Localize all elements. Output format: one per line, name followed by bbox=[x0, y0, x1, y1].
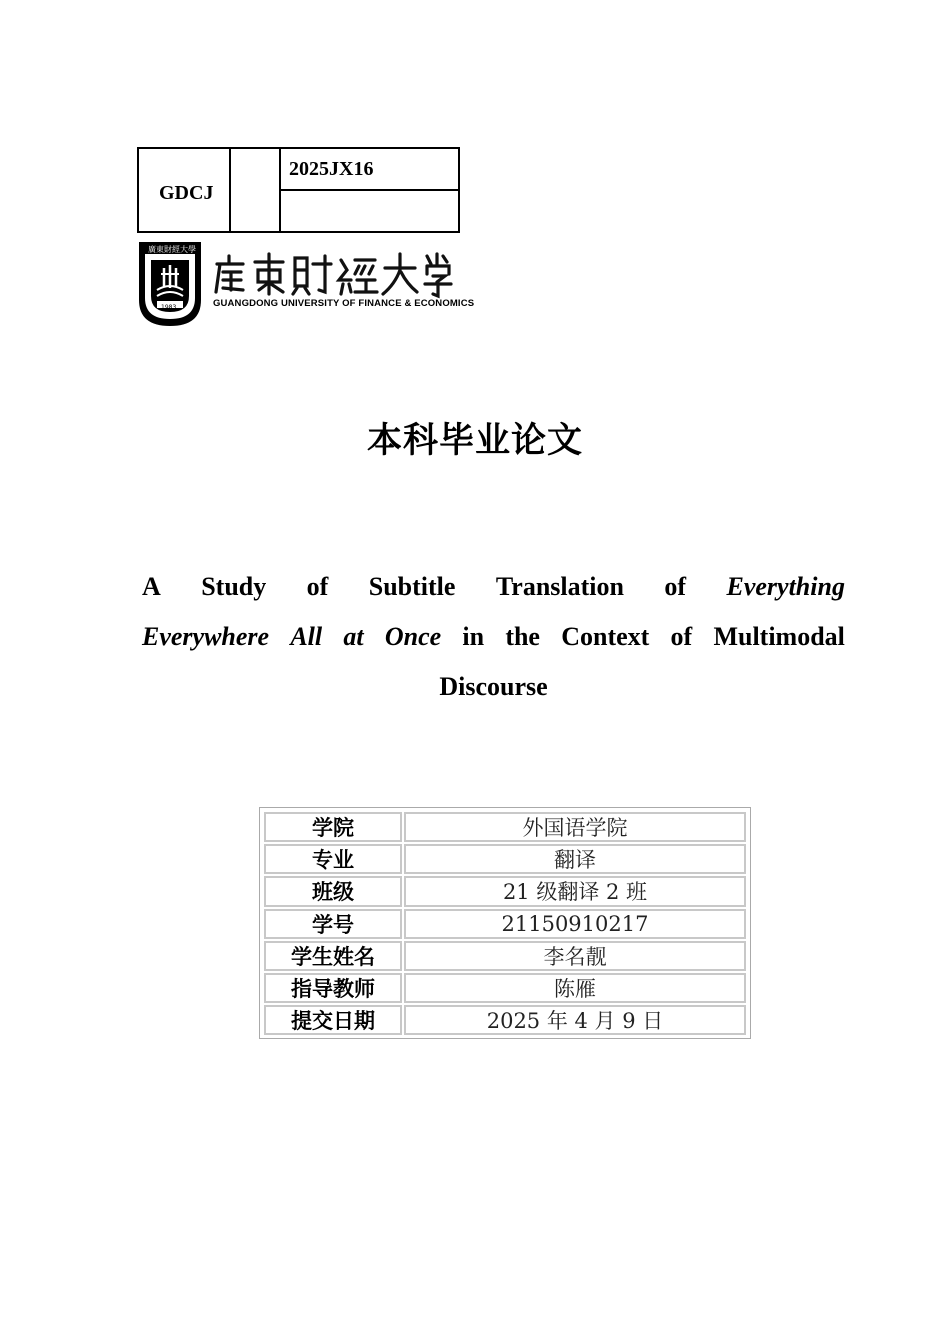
thesis-title-line-1 bbox=[142, 562, 845, 612]
university-english-name: GUANGDONG UNIVERSITY OF FINANCE & ECONOMICS bbox=[213, 298, 475, 309]
thesis-type-title: 本科毕业论文 bbox=[366, 421, 583, 461]
info-value: 21 级翻译 2 班 bbox=[404, 876, 746, 906]
document-code: 2025JX16 bbox=[289, 158, 374, 180]
code-box-label-cell bbox=[139, 149, 231, 233]
title-word: Study bbox=[201, 572, 267, 601]
info-row-major bbox=[263, 843, 747, 875]
document-code-box bbox=[137, 147, 460, 233]
info-value: 翻译 bbox=[404, 844, 746, 874]
info-key: 学号 bbox=[264, 909, 402, 939]
title-word-italic: Everywhere bbox=[142, 622, 270, 651]
title-word-italic: Once bbox=[384, 622, 442, 651]
info-row-advisor bbox=[263, 972, 747, 1004]
title-word: in bbox=[462, 622, 485, 651]
thesis-title bbox=[142, 562, 845, 712]
title-word: of bbox=[306, 572, 329, 601]
info-key: 专业 bbox=[264, 844, 402, 874]
title-word: Translation bbox=[495, 572, 624, 601]
info-value: 21150910217 bbox=[404, 909, 746, 939]
code-box-code-cell bbox=[281, 149, 458, 191]
code-box-empty-cell bbox=[281, 191, 458, 233]
title-word: Context bbox=[561, 622, 650, 651]
title-word: A bbox=[142, 572, 161, 601]
thesis-title-line-2 bbox=[142, 612, 845, 662]
title-word: the bbox=[505, 622, 540, 651]
info-row-student-name bbox=[263, 940, 747, 972]
title-word: Multimodal bbox=[713, 622, 845, 651]
title-word: of bbox=[670, 622, 693, 651]
seal-year: 1983 bbox=[161, 304, 177, 311]
info-key: 指导教师 bbox=[264, 973, 402, 1003]
code-box-label: GDCJ bbox=[159, 182, 214, 204]
title-word: Subtitle bbox=[368, 572, 456, 601]
info-row-submit-date bbox=[263, 1004, 747, 1036]
info-value: 陈雁 bbox=[404, 973, 746, 1003]
info-key: 学生姓名 bbox=[264, 941, 402, 971]
info-row-student-id bbox=[263, 908, 747, 940]
code-box-blank-cell bbox=[231, 149, 281, 233]
info-key: 提交日期 bbox=[264, 1005, 402, 1035]
info-key: 学院 bbox=[264, 812, 402, 842]
info-value: 2025 年 4 月 9 日 bbox=[404, 1005, 746, 1035]
title-word-italic: Everything bbox=[726, 572, 845, 601]
info-value: 外国语学院 bbox=[404, 812, 746, 842]
student-info-table bbox=[259, 807, 751, 1039]
seal-text: 廣東財經大學 bbox=[148, 245, 196, 254]
info-row-class bbox=[263, 875, 747, 907]
title-word-italic: All bbox=[290, 622, 323, 651]
info-row-college bbox=[263, 811, 747, 843]
title-word: of bbox=[664, 572, 687, 601]
title-word-italic: at bbox=[343, 622, 364, 651]
title-word: Discourse bbox=[439, 672, 548, 701]
info-key: 班级 bbox=[264, 876, 402, 906]
thesis-title-line-3 bbox=[142, 662, 845, 712]
info-value: 李名靓 bbox=[404, 941, 746, 971]
university-logo bbox=[137, 240, 475, 328]
